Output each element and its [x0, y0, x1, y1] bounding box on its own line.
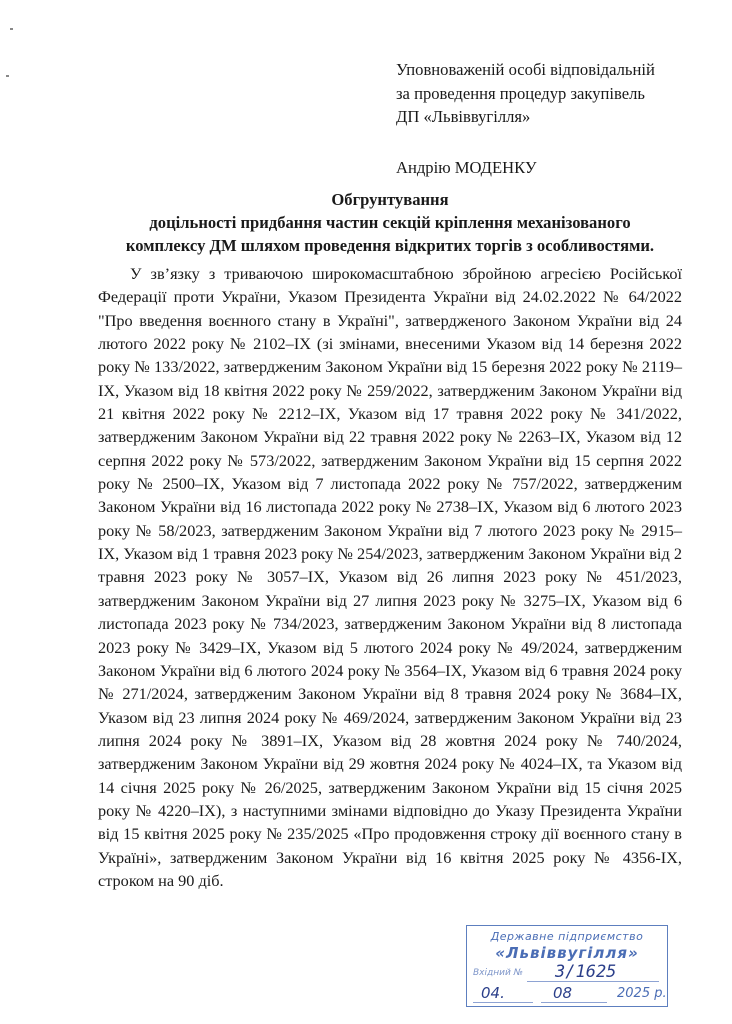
addressee-line: за проведення процедур закупівель [396, 83, 645, 103]
stamp-incoming-label: Вхідний № [473, 968, 524, 978]
addressee-name: Андрію МОДЕНКУ [396, 157, 537, 177]
stamp-month: 08 [553, 984, 573, 1002]
stamp-day: 04. [481, 984, 505, 1002]
scan-speck [6, 75, 9, 77]
body-paragraph: У зв’язку з триваючою широкомасштабною збройною агресією Російської Федерації проти України, Указом Президента України від 24.02.2022 № 64/2022 "Про введення воєнного стану в Україні", затвердженого Законом України від 24 лютого 2022 року № 2102–IX (зі змінами, внесеними Указом від 14 березня 2022 року № 133/2022, затвердженим Законом України від 15 березня 2022 року № 2119–IX, Указом від 18 квітня 2022 року № 259/2022, затвердженим Законом України від 21 квітня 2022 року № 2212–IX, Указом від 17 травня 2022 року № 341/2022, затвердженим Законом України від 22 травня 2022 року № 2263–IX, Указом від 12 серпня 2022 року № 573/2022, затвердженим Законом України від 15 серпня 2022 року № 2500–IX, Указом від 7 листопада 2022 року № 757/2022, затвердженим Законом України від 16 листопада 2022 року № 2738–IX, Указом від 6 лютого 2023 року № 58/2023, затвердженим Законом України від 7 лютого 2023 року № 2915–IX, Указом від 1 травня 2023 року № 254/2023, затвердженим Законом України від 2 травня 2023 року № 3057–IX, Указом від 26 липня 2023 року № 451/2023, затвердженим Законом України від 27 липня 2023 року № 3275–IX, Указом від 6 листопада 2023 року № 734/2023, затвердженим Законом України від 8 листопада 2023 року № 3429–IX, Указом від 5 лютого 2024 року № 49/2024, затвердженим Законом України від 6 лютого 2024 року № 3564–IX, Указом від 6 травня 2024 року № 271/2024, затвердженим Законом України від 8 травня 2024 року № 3684–IX, Указом від 23 липня 2024 року № 469/2024, затвердженим Законом України від 23 липня 2024 року № 3891–IX, Указом від 28 жовтня 2024 року № 740/2024, затвердженим Законом України від 29 жовтня 2024 року № 4024–IX, та Указом від 14 січня 2025 року № 26/2025, затвердженим Законом України від 15 січня 2025 року № 4220–IX), з наступними змінами відповідно до Указу Президента України від 15 квітня 2025 року № 235/2025 «Про продовження строку дії воєнного стану в Україні», затвердженим Законом України від 16 квітня 2025 року № 4356-IX, строком на 90 діб. [98, 264, 682, 890]
stamp-name: «Львіввугілля» [495, 944, 639, 962]
title-line: комплексу ДМ шляхом проведення відкритих торгів з особливостями. [125, 236, 655, 255]
stamp-underline [473, 1002, 533, 1003]
registration-stamp [466, 925, 668, 1007]
document-title [90, 188, 690, 257]
stamp-organization: Державне підприємство [490, 930, 644, 943]
title-line: Обгрунтування [331, 190, 449, 209]
addressee-line: ДП «Львіввугілля» [396, 107, 531, 126]
stamp-year: 2025 р. [617, 986, 667, 1001]
scan-speck [10, 28, 13, 30]
title-line: доцільності придбання частин секцій кріплення механізованого [149, 213, 631, 232]
stamp-underline [541, 1002, 607, 1003]
addressee-line: Уповноваженій особі відповідальній [396, 60, 655, 79]
addressee-block [396, 58, 716, 179]
stamp-number: 3/1625 [555, 962, 617, 982]
